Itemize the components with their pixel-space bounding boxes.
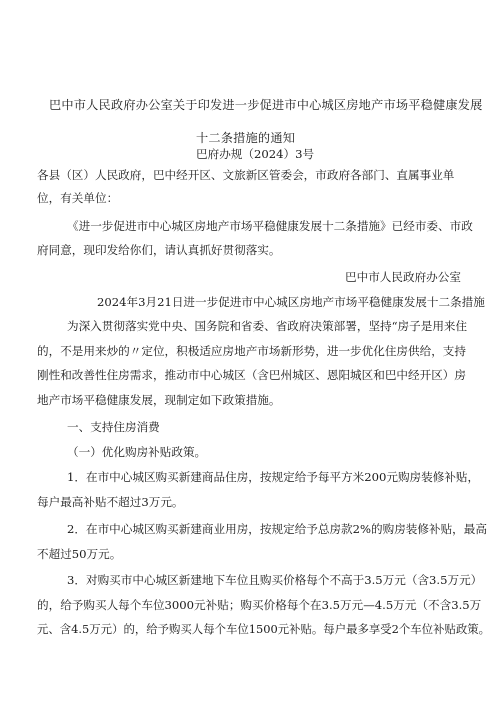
- item2-line2: 不超过50万元。: [37, 547, 122, 561]
- recipients-line1: 各县（区）人民政府，巴中经开区、文旅新区管委会，市政府各部门、直属事业单: [37, 168, 455, 182]
- document-title-line2: 十二条措施的通知: [196, 131, 296, 145]
- document-title-line1: 巴中市人民政府办公室关于印发进一步促进市中心城区房地产市场平稳健康发展: [49, 98, 483, 112]
- intro-line3: 刚性和改善性住房需求，推动市中心城区（含巴州城区、恩阳城区和巴中经开区）房: [37, 368, 466, 382]
- intro-line2: 的，不是用来炒的〃定位，积极适应房地产市场新形势，进一步优化住房供给，支持: [37, 344, 466, 358]
- item2-line1: 2．在市中心城区购买新建商业用房，按规定给予总房款2%的购房装修补贴，最高: [67, 522, 487, 536]
- notice-line1: 《进一步促进市中心城区房地产市场平稳健康发展十二条措施》已经市委、市政: [67, 219, 473, 233]
- recipients-line2: 位，有关单位：: [37, 191, 119, 205]
- item3-line1: 3．对购买市中心城区新建地下车位且购买价格每个不高于3.5万元（含3.5万元）: [67, 573, 483, 587]
- intro-line1: 为深入贯彻落实党中央、国务院和省委、省政府决策部署，坚持“房子是用来住: [67, 319, 468, 333]
- item1-line2: 每户最高补贴不超过3万元。: [37, 495, 184, 509]
- issuer-signature: 巴中市人民政府办公室: [345, 270, 461, 284]
- notice-line2: 府同意，现印发给你们，请认真抓好贯彻落实。: [37, 243, 281, 257]
- item3-line3: 元、含4.5万元）的，给予购买人每个车位1500元补贴。每户最多享受2个车位补贴政策。: [37, 622, 491, 636]
- subsection-heading-1: （一）优化购房补贴政策。: [67, 445, 207, 459]
- item1-line1: 1．在市中心城区购买新建商品住房，按规定给予每平方米200元购房装修补贴，: [67, 470, 480, 484]
- item3-line2: 的，给予购买人每个车位3000元补贴；购买价格每个在3.5万元—4.5万元（不含3.5万: [37, 598, 482, 612]
- document-number: 巴府办规（2024）3号: [196, 147, 315, 161]
- intro-line4: 地产市场平稳健康发展，现制定如下政策措施。: [37, 393, 281, 407]
- section-heading-1: 一、支持住房消费: [67, 420, 160, 434]
- measures-heading: 2024年3月21日进一步促进市中心城区房地产市场平稳健康发展十二条措施: [97, 295, 485, 309]
